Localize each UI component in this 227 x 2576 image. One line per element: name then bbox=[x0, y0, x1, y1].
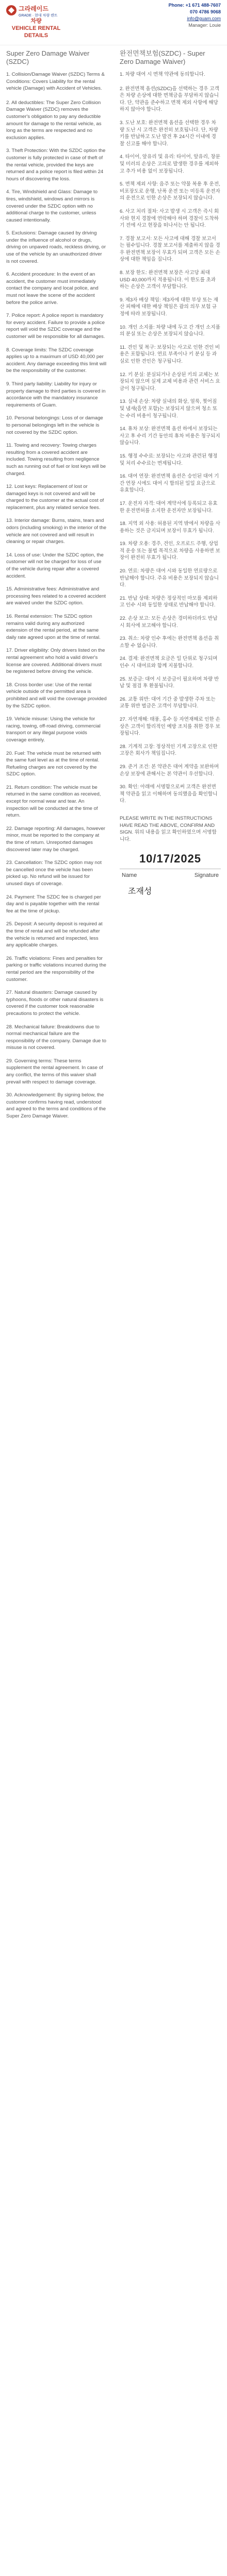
ko-term-paragraph: 19. 차량 오용: 경주, 견인, 오프로드 주행, 상업적 운송 또는 불법 목적으로 차량을 사용하면 보장이 완전히 무효가 됩니다. bbox=[120, 541, 220, 561]
en-term-paragraph: 6. Accident procedure: In the event of an accident, the customer must immediately contact the company and local police, and must not leave the scene of the accident before the police arrive. bbox=[6, 272, 99, 306]
en-term-paragraph: 29. Governing terms: These terms supplement the rental agreement. In case of any conflict, the terms of this waiver shall prevail with respect to damage coverage. bbox=[6, 1058, 103, 1085]
handwritten-signature-icon bbox=[126, 882, 188, 900]
en-term-paragraph: 11. Towing and recovery: Towing charges resulting from a covered accident are included. Towing resulting from negligence such as running out of fuel or lost keys will be charged. bbox=[6, 443, 106, 477]
english-terms-list bbox=[6, 99, 107, 1120]
korean-title: 완전면책보험(SZDC) - Super Zero Damage Waiver) bbox=[120, 49, 205, 65]
phone-row-1 bbox=[169, 2, 221, 9]
document-heading bbox=[10, 18, 62, 39]
en-term-paragraph: 8. Coverage limits: The SZDC coverage applies up to a maximum of USD 40,000 per accident. Any damage exceeding this limit will be the responsibility of the customer. bbox=[6, 347, 107, 374]
svg-text:GRADE · 현대 차량 렌트: GRADE · 현대 차량 렌트 bbox=[19, 14, 58, 18]
manager-label: Manager: bbox=[188, 23, 208, 28]
en-term-paragraph: 15. Administrative fees: Administrative and processing fees related to a covered accident are waived under the SZDC option. bbox=[6, 586, 106, 606]
en-term-paragraph: 9. Third party liability: Liability for injury or property damage to third parties is covered in accordance with the mandatory insurance requirements of Guam. bbox=[6, 381, 106, 408]
contact-info bbox=[169, 2, 221, 29]
name-signature-labels bbox=[120, 869, 221, 880]
company-logo bbox=[5, 3, 63, 19]
ko-term-paragraph: 25. 보증금: 대여 시 보증금이 필요하며 차량 반납 및 점검 후 환불됩니다. bbox=[120, 676, 219, 689]
ko-term-paragraph: 30. 확인: 아래에 서명함으로써 고객은 완전면책 약관을 읽고 이해하며 동의했음을 확인합니다. bbox=[120, 784, 218, 804]
ko-term-paragraph: 6. 사고 처리 절차: 사고 발생 시 고객은 즉시 회사와 현지 경찰에 연락해야 하며 경찰이 도착하기 전에 사고 현장을 떠나서는 안 됩니다. bbox=[120, 208, 219, 229]
en-term-paragraph: 19. Vehicle misuse: Using the vehicle for racing, towing, off-road driving, commercial transport or any illegal purpose voids coverage entirely. bbox=[6, 716, 101, 743]
signature-section bbox=[120, 815, 221, 901]
ko-term-paragraph: 27. 자연재해: 태풍, 홍수 등 자연재해로 인한 손상은 고객이 합리적인 예방 조치를 취한 경우 보장됩니다. bbox=[120, 716, 220, 737]
ko-term-paragraph: 2. 완전면책 옵션(SZDC)을 선택하는 경우 고객은 차량 손상에 대한 면책금을 부담하지 않습니다. 단, 약관을 준수하고 면책 제외 사항에 해당하지 않아야 합니다. bbox=[120, 86, 219, 113]
manager-name: Louie bbox=[209, 23, 221, 28]
ko-term-paragraph: 26. 교통 위반: 대여 기간 중 발생한 주차 또는 교통 위반 벌금은 고객이 부담합니다. bbox=[120, 696, 216, 709]
ko-term-paragraph: 24. 결제: 완전면책 요금은 일 단위로 청구되며 인수 시 대여료와 함께 지불합니다. bbox=[120, 656, 218, 669]
ko-term-paragraph: 10. 개인 소지품: 차량 내에 두고 간 개인 소지품의 분실 또는 손상은 보장되지 않습니다. bbox=[120, 324, 220, 337]
en-term-paragraph: 25. Deposit: A security deposit is required at the time of rental and will be refunded after the vehicle is returned and inspected, less any applicable charges. bbox=[6, 921, 103, 948]
ko-term-paragraph: 20. 연료: 차량은 대여 시와 동일한 연료량으로 반납해야 합니다. 주유 비용은 보장되지 않습니다. bbox=[120, 568, 219, 588]
en-term-paragraph: 7. Police report: A police report is mandatory for every accident. Failure to provide a police report will void the SZDC coverage and the customer will be responsible for all damages. bbox=[6, 313, 105, 340]
ko-term-paragraph: 8. 보장 한도: 완전면책 보장은 사고당 최대 USD 40,000까지 적용됩니다. 이 한도를 초과하는 손상은 고객이 부담합니다. bbox=[120, 270, 216, 290]
name-label: Name bbox=[122, 872, 137, 879]
korean-terms-column bbox=[120, 49, 220, 811]
phone-2[interactable]: 070 4786 9068 bbox=[189, 9, 221, 14]
ko-term-paragraph: 28. 기계적 고장: 정상적인 기계 고장으로 인한 고장은 회사가 책임집니다. bbox=[120, 743, 218, 757]
english-intro: 1. Collision/Damage Waiver (SZDC) Terms & Conditions: Covers Liability for the rental vehicle (Damage) with Accident of Vehicles. bbox=[6, 72, 105, 92]
en-term-paragraph: 21. Return condition: The vehicle must be returned in the same condition as received, except for normal wear and tear. An inspection will be conducted at the time of return. bbox=[6, 784, 101, 819]
ko-term-paragraph: 4. 타이어, 앞유리 및 유리: 타이어, 앞유리, 창문 및 미러의 손상은 고의로 발생한 경우를 제외하고 추가 비용 없이 보장됩니다. bbox=[120, 154, 220, 174]
ko-term-paragraph: 9. 제3자 배상 책임: 제3자에 대한 부상 또는 재산 피해에 대한 배상 책임은 괌의 의무 보험 규정에 따라 보장됩니다. bbox=[120, 297, 218, 317]
heading-ko: 차량 bbox=[30, 18, 42, 24]
signature-instruction: PLEASE WRITE IN THE INSTRUCTIONS HAVE READ THE ABOVE, CONFIRM AND SIGN. 위의 내용을 읽고 확인하였으며 서명합니다. bbox=[120, 816, 217, 842]
logo-icon bbox=[5, 3, 63, 19]
english-terms-column bbox=[6, 49, 107, 1126]
en-term-paragraph: 12. Lost keys: Replacement of lost or damaged keys is not covered and will be charged to the customer at the actual cost of replacement, plus any related service fees. bbox=[6, 484, 104, 511]
en-term-paragraph: 2. All deductibles: The Super Zero Collision Damage Waiver (SZDC) removes the customer's obligation to pay any deductible amount for damage to the rental vehicle, as long as the terms are respected and no exclusion applies. bbox=[6, 99, 102, 141]
ko-term-paragraph: 15. 행정 수수료: 보장되는 사고와 관련된 행정 및 처리 수수료는 면제됩니다. bbox=[120, 453, 218, 466]
email-link[interactable]: info@guam.com bbox=[187, 16, 221, 21]
svg-text:그라레이드: 그라레이드 bbox=[19, 5, 48, 12]
phone-1[interactable]: +1 671 488-7607 bbox=[185, 3, 221, 8]
ko-term-paragraph: 14. 휴차 보상: 완전면책 옵션 하에서 보장되는 사고 후 수리 기간 동안의 휴차 비용은 청구되지 않습니다. bbox=[120, 426, 220, 446]
heading-en: VEHICLE RENTAL DETAILS bbox=[11, 25, 61, 39]
en-term-paragraph: 16. Rental extension: The SZDC option remains valid during any authorized extension of the rental period, at the same daily rate agreed upon at the time of rental. bbox=[6, 614, 101, 640]
page-header bbox=[0, 0, 227, 45]
korean-terms-list bbox=[120, 86, 220, 805]
en-term-paragraph: 22. Damage reporting: All damages, however minor, must be reported to the company at the time of return. Unreported damages discovered later may be charged. bbox=[6, 825, 105, 853]
manager-row bbox=[169, 22, 221, 29]
ko-term-paragraph: 23. 취소: 차량 인수 후에는 완전면책 옵션을 취소할 수 없습니다. bbox=[120, 636, 219, 649]
en-term-paragraph: 17. Driver eligibility: Only drivers listed on the rental agreement who hold a valid driver's license are covered. Additional drivers must be registered before driving the vehicle. bbox=[6, 648, 105, 675]
en-term-paragraph: 30. Acknowledgement: By signing below, the customer confirms having read, understood and agreed to the terms and conditions of the Super Zero Damage Waiver. bbox=[6, 1092, 106, 1120]
en-term-paragraph: 3. Theft Protection: With the SZDC option the customer is fully protected in case of theft of the rental vehicle, provided the keys are returned and a police report is filed within 24 hours of discovering the loss. bbox=[6, 148, 106, 182]
ko-term-paragraph: 18. 지역 외 사용: 허용된 지역 밖에서 차량을 사용하는 것은 금지되며 보장이 무효가 됩니다. bbox=[120, 521, 220, 534]
en-term-paragraph: 26. Traffic violations: Fines and penalties for parking or traffic violations incurred during the rental period are the responsibility of the customer. bbox=[6, 955, 106, 982]
ko-term-paragraph: 17. 운전자 자격: 대여 계약서에 등록되고 유효한 운전면허를 소지한 운전자만 보장됩니다. bbox=[120, 500, 218, 514]
signature-name: 조재성 bbox=[128, 886, 152, 896]
en-term-paragraph: 10. Personal belongings: Loss of or damage to personal belongings left in the vehicle is not covered by the SZDC option. bbox=[6, 415, 103, 435]
en-term-paragraph: 5. Exclusions: Damage caused by driving under the influence of alcohol or drugs, driving on unpaved roads, reckless driving, or use of the vehicle by an unauthorized driver is not covered. bbox=[6, 230, 106, 264]
signature-label: Signature bbox=[194, 872, 219, 879]
en-term-paragraph: 27. Natural disasters: Damage caused by typhoons, floods or other natural disasters is covered if the customer took reasonable precautions to protect the vehicle. bbox=[6, 990, 104, 1016]
en-term-paragraph: 28. Mechanical failure: Breakdowns due to normal mechanical failure are the responsibility of the company. Damage due to misuse is not covered. bbox=[6, 1024, 106, 1051]
en-term-paragraph: 14. Loss of use: Under the SZDC option, the customer will not be charged for loss of use of the vehicle during repair after a covered accident. bbox=[6, 552, 104, 579]
ko-term-paragraph: 13. 실내 손상: 차량 실내의 화상, 얼룩, 찢어짐 및 냄새(흡연 포함)는 보장되지 않으며 청소 또는 수리 비용이 청구됩니다. bbox=[120, 399, 218, 419]
ko-term-paragraph: 21. 반납 상태: 차량은 정상적인 마모를 제외하고 인수 시와 동일한 상태로 반납해야 합니다. bbox=[120, 595, 218, 608]
ko-term-paragraph: 29. 준거 조건: 본 약관은 대여 계약을 보완하며 손상 보장에 관해서는 본 약관이 우선합니다. bbox=[120, 764, 219, 777]
korean-intro: 1. 차량 대여 시 면책 약관에 동의합니다. bbox=[120, 72, 205, 77]
en-term-paragraph: 18. Cross border use: Use of the rental vehicle outside of the permitted area is prohibited and will void the coverage provided by the SZDC option. bbox=[6, 682, 107, 709]
ko-term-paragraph: 7. 경찰 보고서: 모든 사고에 대해 경찰 보고서는 필수입니다. 경찰 보고서를 제출하지 않을 경우 완전면책 보장이 무효가 되며 고객은 모든 손상에 대한 책임을 집니다. bbox=[120, 235, 220, 263]
signature-field[interactable] bbox=[120, 880, 221, 901]
phone-label: Phone: bbox=[168, 3, 185, 8]
en-term-paragraph: 24. Payment: The SZDC fee is charged per day and is payable together with the rental fee at the time of pickup. bbox=[6, 894, 101, 914]
ko-term-paragraph: 3. 도난 보호: 완전면책 옵션을 선택한 경우 차량 도난 시 고객은 완전히 보호됩니다. 단, 차량 키를 반납하고 도난 발견 후 24시간 이내에 경찰 신고를 해야 합니다. bbox=[120, 120, 218, 147]
ko-term-paragraph: 16. 대여 연장: 완전면책 옵션은 승인된 대여 기간 연장 시에도 대여 시 합의된 일일 요금으로 유효합니다. bbox=[120, 473, 219, 494]
ko-term-paragraph: 11. 견인 및 복구: 보장되는 사고로 인한 견인 비용은 포함됩니다. 연료 부족이나 키 분실 등 과실로 인한 견인은 청구됩니다. bbox=[120, 344, 220, 364]
en-term-paragraph: 13. Interior damage: Burns, stains, tears and odors (including smoking) in the interior of the vehicle are not covered and will result in cleaning or repair charges. bbox=[6, 518, 107, 545]
english-title: Super Zero Damage Waiver (SZDC) bbox=[6, 49, 90, 65]
en-term-paragraph: 4. Tire, Windshield and Glass: Damage to tires, windshield, windows and mirrors is covered under the SZDC option with no additional charge to the customer, unless caused intentionally. bbox=[6, 189, 98, 223]
en-term-paragraph: 23. Cancellation: The SZDC option may not be cancelled once the vehicle has been picked up. No refund will be issued for unused days of coverage. bbox=[6, 860, 102, 887]
ko-term-paragraph: 22. 손상 보고: 모든 손상은 경미하더라도 반납 시 회사에 보고해야 합니다. bbox=[120, 616, 218, 629]
phone-row-2 bbox=[169, 9, 221, 15]
ko-term-paragraph: 5. 면책 제외 사항: 음주 또는 약물 복용 후 운전, 비포장도로 운행, 난폭 운전 또는 미등록 운전자의 운전으로 인한 손상은 보장되지 않습니다. bbox=[120, 181, 220, 201]
signed-date: 10/17/2025 bbox=[120, 848, 221, 869]
ko-term-paragraph: 12. 키 분실: 분실되거나 손상된 키의 교체는 보장되지 않으며 실제 교체 비용과 관련 서비스 요금이 청구됩니다. bbox=[120, 371, 220, 392]
en-term-paragraph: 20. Fuel: The vehicle must be returned with the same fuel level as at the time of rental. Refueling charges are not covered by the SZDC option. bbox=[6, 750, 101, 777]
